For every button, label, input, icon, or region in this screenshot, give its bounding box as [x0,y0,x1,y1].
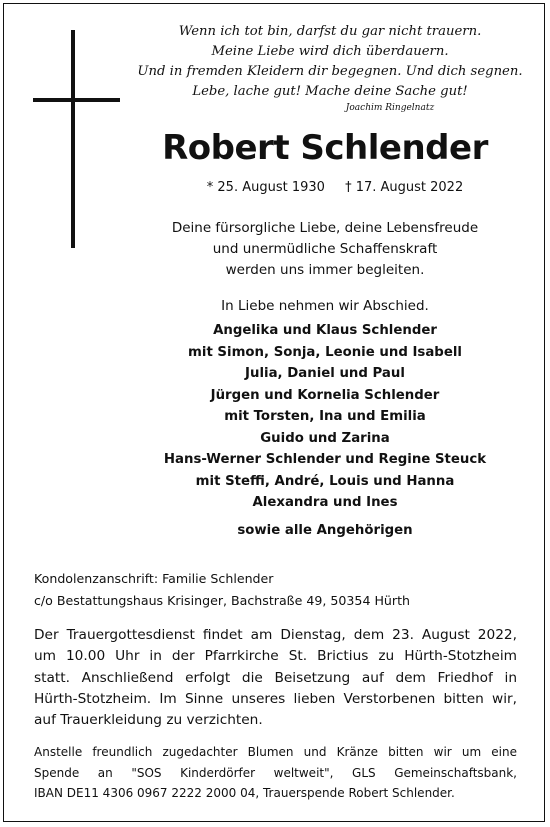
mourner-line: Julia, Daniel und Paul [245,366,405,381]
mourner-line: mit Steffi, André, Louis und Hanna [195,473,455,489]
death-date: † 17. August 2022 [345,180,464,195]
donation-info [34,742,517,804]
donation-line: Anstelle freundlich zugedachter Blumen und Kränze bitten wir um eine [34,745,517,759]
mourner-line: Angelika und Klaus Schlender [213,323,437,338]
service-line: Der Trauergottesdienst findet am Dienstag, dem 23. August 2022, [34,627,517,643]
service-line: auf Trauerkleidung zu verzichten. [34,712,263,729]
poem-line: Lebe, lache gut! Mache deine Sache gut! [192,84,468,99]
poem-line: Wenn ich tot bin, darfst du gar nicht trauern. [178,24,482,39]
donation-line: IBAN DE11 4306 0967 2222 2000 04, Trauerspende Robert Schlender. [34,786,455,800]
poem-line: Und in fremden Kleidern dir begegnen. Und dich segnen. [137,64,523,79]
cross-vertical-bar [71,30,75,248]
poem-author: Joachim Ringelnatz [345,103,435,113]
condolence-line: c/o Bestattungshaus Krisinger, Bachstraße 49, 50354 Hürth [34,593,411,608]
farewell-text: In Liebe nehmen wir Abschied. [221,298,429,314]
condolence-line: Kondolenzanschrift: Familie Schlender [34,571,274,586]
poem-line: Meine Liebe wird dich überdauern. [211,44,449,59]
mourners-list [120,320,530,514]
service-line: statt. Anschließend erfolgt die Beisetzung auf dem Friedhof in [34,669,517,686]
service-line: um 10.00 Uhr in der Pfarrkirche St. Brictius zu Hürth-Stotzheim [34,648,517,665]
tribute-line: und unermüdliche Schaffenskraft [212,241,438,257]
birth-date: * 25. August 1930 [206,180,325,195]
mourner-line: Jürgen und Kornelia Schlender [210,387,440,403]
poem [130,22,530,102]
life-dates [150,180,520,195]
cross-horizontal-bar [33,98,120,102]
deceased-name: Robert Schlender [162,128,488,168]
tribute-text [120,218,530,281]
condolence-address [34,568,410,612]
mourner-line: Hans-Werner Schlender und Regine Steuck [163,452,487,467]
tribute-line: werden uns immer begleiten. [225,262,425,278]
donation-line: Spende an "SOS Kinderdörfer weltweit", GLS Gemeinschaftsbank, [34,765,517,780]
mourner-line: Guido und Zarina [260,430,390,446]
service-info [34,625,517,731]
mourner-line: Alexandra und Ines [252,495,398,510]
mourner-line: mit Torsten, Ina und Emilia [224,409,426,424]
tribute-line: Deine fürsorgliche Liebe, deine Lebensfreude [171,220,479,236]
mourner-line: mit Simon, Sonja, Leonie und Isabell [188,344,462,360]
relatives-line: sowie alle Angehörigen [237,523,413,538]
service-line: Hürth-Stotzheim. Im Sinne unseres lieben Verstorbenen bitten wir, [34,690,517,707]
